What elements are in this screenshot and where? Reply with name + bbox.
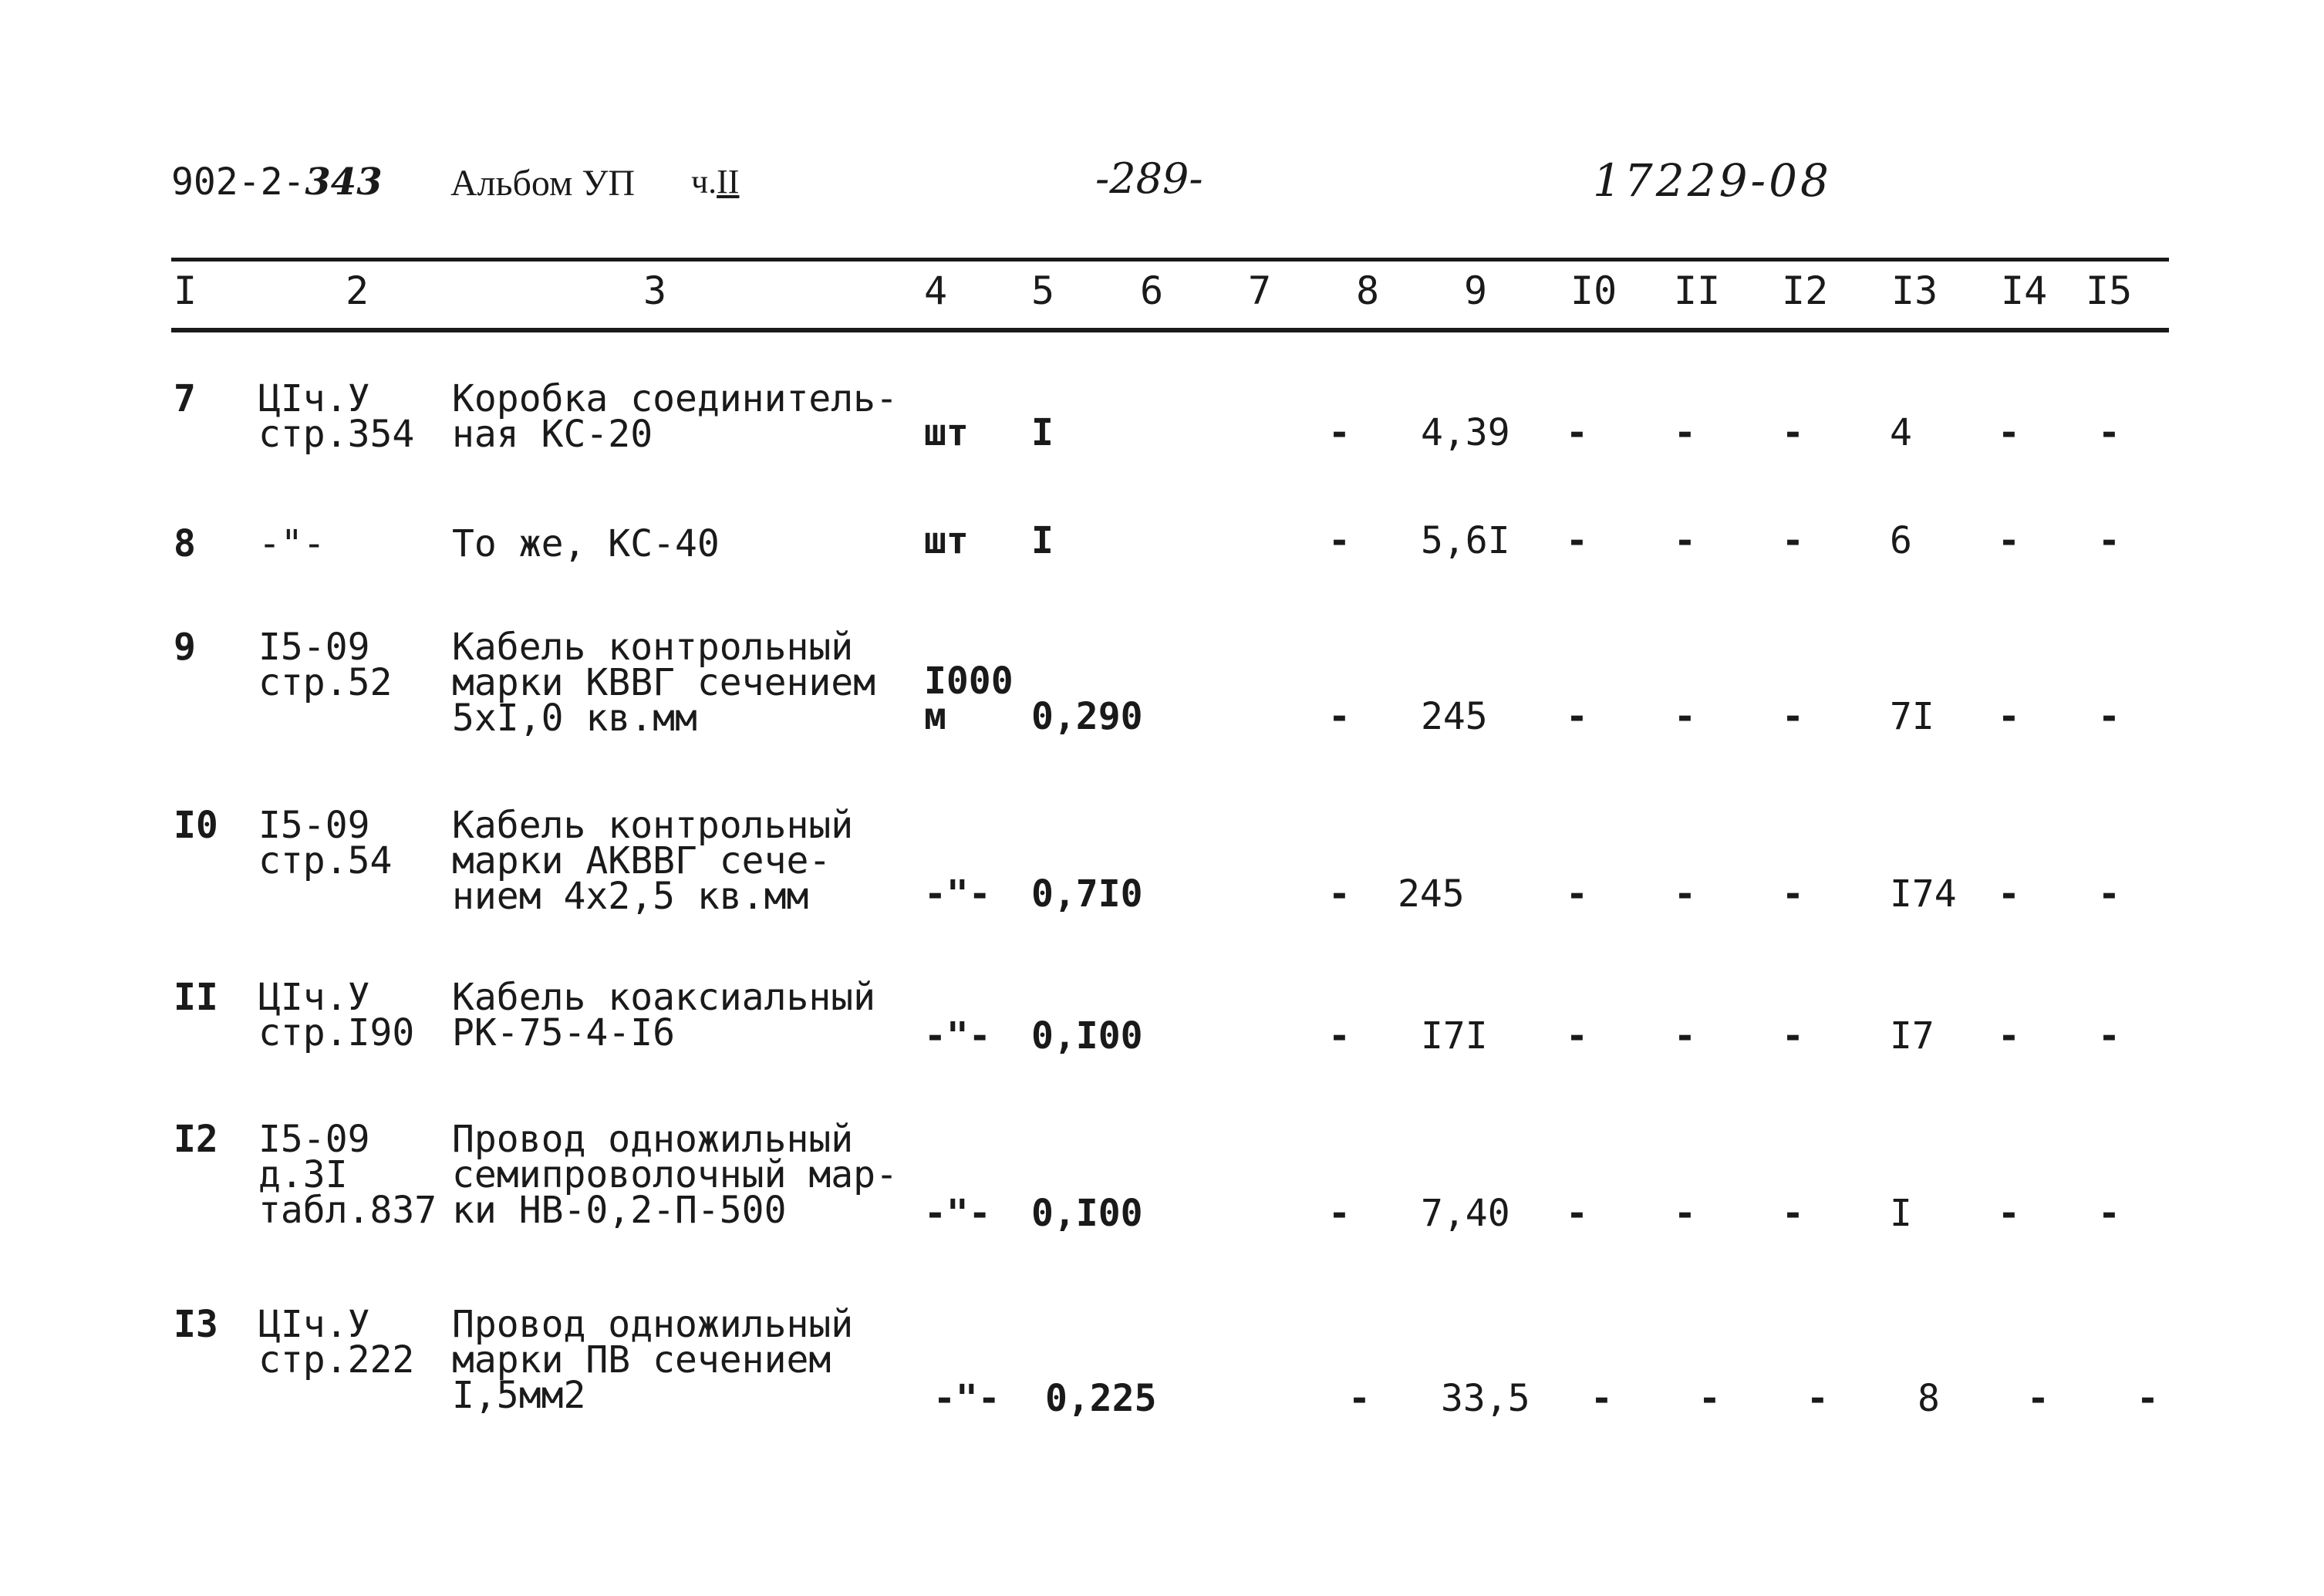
row-6-c15: - bbox=[2098, 1192, 2120, 1235]
row-5-name: Кабель коаксиальный РК-75-4-I6 bbox=[452, 976, 876, 1054]
row-1-name: Коробка соединитель- ная КС-20 bbox=[452, 377, 898, 456]
row-2-c8: - bbox=[1328, 519, 1351, 562]
row-3-c13: 7I bbox=[1890, 695, 1934, 738]
row-7-ref: ЦIч.У стр.222 bbox=[258, 1303, 415, 1382]
row-4-c5: 0,7I0 bbox=[1031, 872, 1143, 916]
row-2-c14: - bbox=[1998, 519, 2020, 562]
part-label bbox=[691, 162, 739, 201]
row-6-c9: 7,40 bbox=[1421, 1192, 1510, 1235]
row-2-c15: - bbox=[2098, 519, 2120, 562]
row-4-c13: I74 bbox=[1890, 872, 1957, 916]
part-number: II bbox=[717, 163, 740, 201]
row-1-c12: - bbox=[1782, 411, 1804, 454]
row-3-unit: I000 м bbox=[924, 660, 1014, 738]
row-6-unit: -"- bbox=[924, 1192, 991, 1235]
row-4-c14: - bbox=[1998, 872, 2020, 916]
row-5-c15: - bbox=[2098, 1014, 2120, 1058]
row-7-c15: - bbox=[2137, 1377, 2159, 1420]
row-2-c12: - bbox=[1782, 519, 1804, 562]
column-header-14: I4 bbox=[2001, 268, 2048, 313]
document-code-prefix: 902-2- bbox=[171, 160, 305, 204]
row-4-c10: - bbox=[1566, 872, 1588, 916]
column-header-3: 3 bbox=[643, 268, 667, 313]
row-6-name: Провод одножильный семипроволочный мар- ки НВ-0,2-П-500 bbox=[452, 1118, 898, 1232]
row-3-c9: 245 bbox=[1421, 695, 1488, 738]
row-1-c14: - bbox=[1998, 411, 2020, 454]
row-7-name: Провод одножильный марки ПВ сечением I,5мм2 bbox=[452, 1303, 854, 1417]
row-4-name: Кабель контрольный марки АКВВГ сече- нием 4x2,5 кв.мм bbox=[452, 804, 854, 918]
row-1-c13: 4 bbox=[1890, 411, 1912, 454]
document-number: 17229-08 bbox=[1593, 154, 1832, 207]
row-1-c10: - bbox=[1566, 411, 1588, 454]
row-5-c11: - bbox=[1674, 1014, 1696, 1058]
row-3-c5: 0,290 bbox=[1031, 695, 1143, 738]
row-1-c11: - bbox=[1674, 411, 1696, 454]
row-5-unit: -"- bbox=[924, 1014, 991, 1058]
row-1-c9: 4,39 bbox=[1421, 411, 1510, 454]
page-number: -289- bbox=[1095, 154, 1203, 203]
row-4-c15: - bbox=[2098, 872, 2120, 916]
column-header-13: I3 bbox=[1891, 268, 1938, 313]
row-5-c8: - bbox=[1328, 1014, 1351, 1058]
row-3-c11: - bbox=[1674, 695, 1696, 738]
row-5-c5: 0,I00 bbox=[1031, 1014, 1143, 1058]
column-header-4: 4 bbox=[924, 268, 948, 313]
column-header-15: I5 bbox=[2086, 268, 2133, 313]
row-1-c15: - bbox=[2098, 411, 2120, 454]
row-4-c11: - bbox=[1674, 872, 1696, 916]
row-4-ref: I5-09 стр.54 bbox=[258, 804, 393, 882]
column-header-12: I2 bbox=[1782, 268, 1829, 313]
album-label: Альбом УП bbox=[450, 163, 636, 204]
row-6-ref: I5-09 д.3I табл.837 bbox=[258, 1118, 437, 1232]
row-3-ref: I5-09 стр.52 bbox=[258, 626, 393, 704]
column-header-2: 2 bbox=[346, 268, 369, 313]
row-7-unit: -"- bbox=[933, 1377, 1000, 1420]
row-6-c11: - bbox=[1674, 1192, 1696, 1235]
row-5-c9: I7I bbox=[1421, 1014, 1488, 1058]
row-3-name: Кабель контрольный марки КВВГ сечением 5xI,0 кв.мм bbox=[452, 626, 876, 740]
row-2-ref: -"- bbox=[258, 522, 325, 565]
row-2-c13: 6 bbox=[1890, 519, 1912, 562]
row-4-c9: 245 bbox=[1398, 872, 1465, 916]
row-3-c14: - bbox=[1998, 695, 2020, 738]
row-3-c8: - bbox=[1328, 695, 1351, 738]
row-2-c11: - bbox=[1674, 519, 1696, 562]
row-6-c5: 0,I00 bbox=[1031, 1192, 1143, 1235]
row-6-c13: I bbox=[1890, 1192, 1912, 1235]
document-code bbox=[171, 160, 383, 204]
row-7-c8: - bbox=[1348, 1377, 1371, 1420]
row-7-c14: - bbox=[2027, 1377, 2049, 1420]
row-7-num: I3 bbox=[174, 1303, 218, 1346]
row-4-c8: - bbox=[1328, 872, 1351, 916]
row-4-unit: -"- bbox=[924, 872, 991, 916]
row-5-c10: - bbox=[1566, 1014, 1588, 1058]
row-1-unit: шт bbox=[924, 411, 969, 454]
column-header-6: 6 bbox=[1140, 268, 1164, 313]
row-6-c8: - bbox=[1328, 1192, 1351, 1235]
row-1-ref: ЦIч.У стр.354 bbox=[258, 377, 415, 456]
row-1-num: 7 bbox=[174, 377, 196, 420]
document-code-suffix: 343 bbox=[305, 160, 383, 204]
column-header-7: 7 bbox=[1248, 268, 1272, 313]
row-7-c11: - bbox=[1698, 1377, 1721, 1420]
table-top-rule bbox=[171, 258, 2169, 262]
row-6-num: I2 bbox=[174, 1118, 218, 1161]
row-2-num: 8 bbox=[174, 522, 196, 565]
row-4-c12: - bbox=[1782, 872, 1804, 916]
row-2-name: То же, КС-40 bbox=[452, 522, 720, 565]
row-6-c12: - bbox=[1782, 1192, 1804, 1235]
row-6-c14: - bbox=[1998, 1192, 2020, 1235]
row-7-c5: 0,225 bbox=[1045, 1377, 1157, 1420]
row-7-c12: - bbox=[1806, 1377, 1829, 1420]
row-3-c10: - bbox=[1566, 695, 1588, 738]
row-2-c5: I bbox=[1031, 519, 1054, 562]
row-2-c9: 5,6I bbox=[1421, 519, 1510, 562]
column-header-10: I0 bbox=[1570, 268, 1617, 313]
row-5-c13: I7 bbox=[1890, 1014, 1934, 1058]
row-3-c12: - bbox=[1782, 695, 1804, 738]
row-6-c10: - bbox=[1566, 1192, 1588, 1235]
row-1-c8: - bbox=[1328, 411, 1351, 454]
column-header-9: 9 bbox=[1464, 268, 1488, 313]
column-header-8: 8 bbox=[1356, 268, 1380, 313]
row-7-c10: - bbox=[1590, 1377, 1613, 1420]
column-header-11: II bbox=[1674, 268, 1721, 313]
row-2-unit: шт bbox=[924, 519, 969, 562]
row-7-c13: 8 bbox=[1918, 1377, 1940, 1420]
column-header-1: I bbox=[174, 268, 197, 313]
part-prefix: ч. bbox=[691, 163, 717, 201]
row-3-c15: - bbox=[2098, 695, 2120, 738]
row-5-c14: - bbox=[1998, 1014, 2020, 1058]
row-5-ref: ЦIч.У стр.I90 bbox=[258, 976, 415, 1054]
row-5-num: II bbox=[174, 976, 218, 1019]
row-2-c10: - bbox=[1566, 519, 1588, 562]
row-4-num: I0 bbox=[174, 804, 218, 847]
row-5-c12: - bbox=[1782, 1014, 1804, 1058]
row-7-c9: 33,5 bbox=[1441, 1377, 1530, 1420]
column-header-5: 5 bbox=[1031, 268, 1055, 313]
row-3-num: 9 bbox=[174, 626, 196, 669]
table-header-rule bbox=[171, 328, 2169, 332]
row-1-c5: I bbox=[1031, 411, 1054, 454]
